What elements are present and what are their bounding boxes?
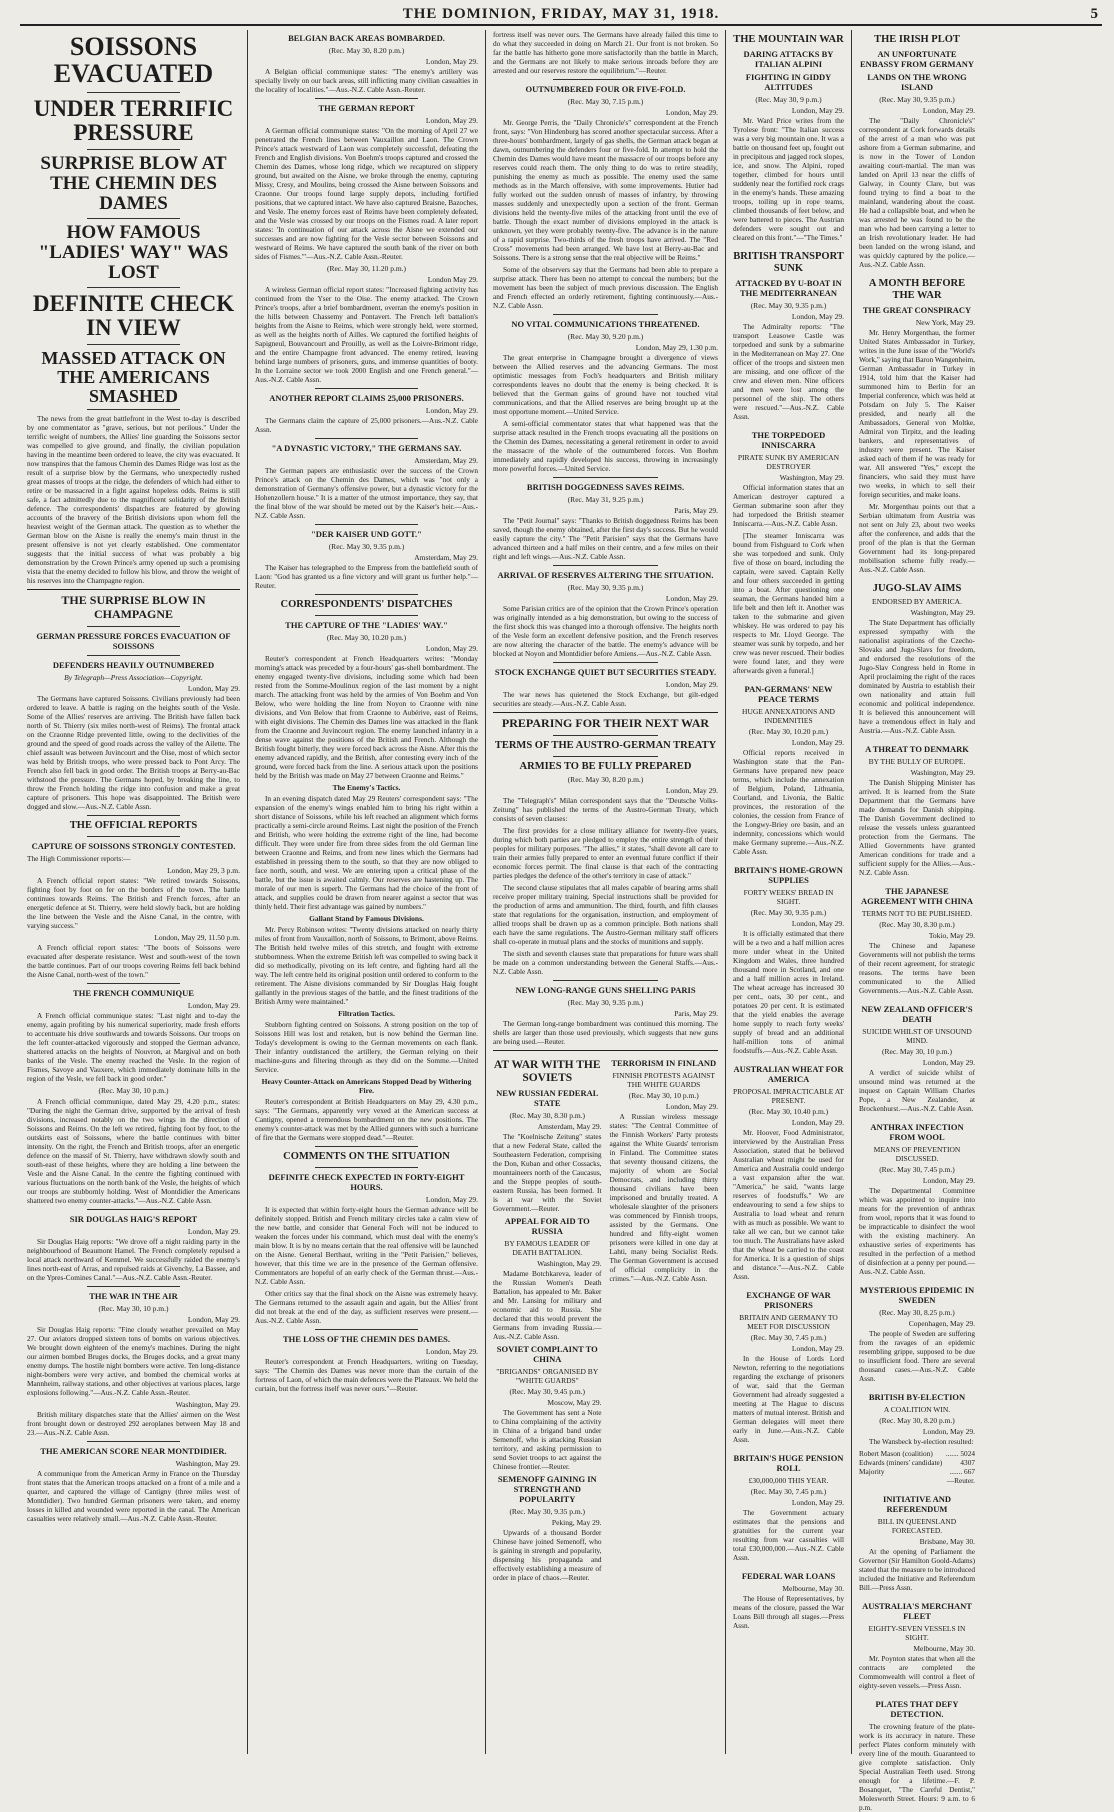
placeline: Amsterdam, May 29. — [537, 1122, 602, 1132]
article-text: Mr. George Perris, the "Daily Chronicle's" correspondent at the French front, says: "Von Hindenburg has scored another spectacular success. After a three-hours' bombardment, largely of gas shells, the German attack began at dawn, outnumbering the defenders four or five-fold. In attempt to hold the Chemin des Dames would have meant the massacre of our troops before any reserves could reach them. The only thing to do was to retire steadily, punishing the enemy as much as possible. The enemy used the same methods as in the March offensive, with some improvements. Hutier had fully worked out the sudden onrush of masses of infantry, by throwing masses suddenly and unexpectedly upon a section of the front. German divisions held the twenty-five miles of the attacking front until the eve of battle. Though the exact number of divisions employed in the attack is unknown, yet they were probably twenty-five. The advance is in the nature of a rapid surprise. Two-thirds of the fresh troops have arrived. The "Red Cross" movements had been arranged. We have lost at Berry-au-Bac and Soissons. There is a strong sense that the real objective will be Reims." — [493, 118, 718, 262]
placeline: Melbourne, May 30. — [913, 1644, 975, 1654]
subhead-annexations: HUGE ANNEXATIONS AND INDEMNITIES — [742, 707, 835, 726]
subhead-wrong-island: LANDS ON THE WRONG ISLAND — [867, 72, 967, 93]
placeline: London, May 29. — [791, 738, 844, 748]
placeline: London, May 29. — [187, 1227, 240, 1237]
subhead-gallant-stand: Gallant Stand by Famous Divisions. — [309, 914, 424, 924]
article-text: Reuter's correspondent at French Headquarters, writing on Tuesday, says: "The Chemin des Dames was never more than the curtain of the fortress of Laon, of which the main defences were the Plateaux. We held the curtain, but the fortress itself was never ours."—Reuter. — [255, 1357, 478, 1394]
subhead-epidemic: MYSTERIOUS EPIDEMIC IN SWEDEN — [859, 1285, 975, 1306]
article-text: fortress itself was never ours. The Germans have already failed this time to do what they succeeded in doing on March 21. Our front is not broken. So far the battle has hitherto gone more satisfactorily than the battle in March, and the Germans are not likely to make serious inroads before they are arrested and our reserves restore the equilibrium."—Reuter. — [493, 30, 718, 75]
article-text: Some of the observers say that the Germans had been able to prepare a surprise attack. There has been no attempt to conceal the numbers; but the movement has been the subject of much previous discussion. The English and French effected an orderly retirement, fighting continuously.—Aus.-N.Z. Cable Assn. — [493, 265, 718, 310]
subhead-home-grown: BRITAIN'S HOME-GROWN SUPPLIES — [734, 865, 843, 886]
article-text: Sir Douglas Haig reports: "We drove off a night raiding party in the neighbourhood of Beaumont Hamel. The French completely repulsed a local attack northward of Kemmel. We successfully raided the enemy's lines north-east of Arras, and repulsed raids at Givenchy, La Bassee, and on the Ypres-Comines Canal."—Aus.-N.Z. Cable Assn.-Reuter. — [27, 1237, 240, 1283]
article-text: The Germans claim the capture of 25,000 prisoners.—Aus.-N.Z. Cable Assn. — [255, 416, 478, 434]
received-date: (Rec. May 30, 9.35 p.m.) — [509, 1507, 586, 1517]
article-text: The Government has sent a Note to China complaining of the activity in China of a brigand band under Semenoff, who is attacking Russian territory, and asking permission to send Soviet troops to act against the Chinese frontier.—Reuter. — [493, 1408, 602, 1472]
article-text: The Admiralty reports: "The transport Leasowe Castle was torpedoed and sunk by a submarine in the Mediterranean on May 27. One officer of the troops and sixteen men are missing, and one officer of the crew and eleven men. Nine officers and men were lost among the personnel of the ship. The others were rescued."—Aus.-N.Z. Cable Assn. — [733, 322, 844, 422]
subhead-appeal: APPEAL FOR AID TO RUSSIA — [504, 1216, 590, 1237]
article-text: The Kaiser has telegraphed to the Empress from the battlefield south of Laon: "God has granted us a fine victory and will grant us further help."—Reuter. — [255, 563, 478, 590]
article-text: Sir Douglas Haig reports: "Fine cloudy weather prevailed on May 27. Our aviators dropped sixteen tons of bombs on various objectives. We brought down eighteen of the enemy's machines. During the night our airmen bombed Bruges docks, the Bruges docks, and a great many enemy dumps. The hostile night bombers were active. Ten long-distance night-bombers were very active, and bombed the chemical works at Mannheim, railway stations, and other objectives at various places, large explosions following."—Aus.-N.Z. Cable Assn.-Reuter. — [27, 1325, 240, 1398]
received-date: (Rec. May 30, 9.35 p.m.) — [750, 908, 827, 918]
received-date: (Rec. May 30, 10 p.m.) — [628, 1090, 699, 1100]
subhead-armies: ARMIES TO BE FULLY PREPARED — [519, 760, 692, 772]
article-text: Reuter's correspondent at French Headquarters writes: "Monday morning's attack was preceded by a four-hours' gas-shell bombardment. The enemy engaged twenty-five divisions, including some which had been rested from the Somme-Moulinux region of the last moment by a night march. The attacking front was held by the armies of Von Boehm and Von Below, who were holding the line from Noyon to Craonne with nine divisions, and Von Below that from Craonne to Aubérive, east of Reims, with eight divisions. The Chemin des Dames line was attacked in the flank from the Craonne and Juvincourt region. The enemy launched infantry in a dense wave against the positions of the British and French. Although the British fought bitterly, they were forced back across the Aisne. After this the enemy advanced rapidly, and the British, after contesting every inch of the ground, were forced back from the line. A serious attack upon the positions held by the British was made on May 27 between Craonne and Reims." — [255, 654, 478, 781]
advert-plates: PLATES THAT DEFY DETECTION. — [875, 1699, 959, 1720]
column-3 — [486, 30, 726, 1754]
received-date: (Rec. May 30, 9 p.m.) — [755, 95, 822, 105]
article-text: Official reports received in Washington state that the Pan-Germans have prepared new peace terms, which include the annexation of Belgium, Poland, Lithuania, Courland, and Livonia, the Baltic provinces, the restoration of the colonies, the cession from France of the Longwy-Briey ore basin, and an indemnity, concessions which would make Germany supreme.—Aus.-N.Z. Cable Assn. — [733, 748, 844, 857]
received-date: (Rec. May 30, 10.20 p.m.) — [748, 727, 829, 737]
received-date: (Rec. May 30, 9.35 p.m.) — [879, 95, 955, 105]
article-text: A semi-official commentator states that what happened was that the surprise attack resulted in the French troops evacuating all the positions on the Chemin des Dames, necessitating a general retirement in order to avoid the massacre of the whole of the outnumbered forces. Von Boehm immediately and rapidly developed his success, throwing in increasingly more powerful forces.—United Service. — [493, 419, 718, 473]
subhead-prisoner-exchange: EXCHANGE OF WAR PRISONERS — [746, 1290, 831, 1311]
article-text: A Belgian official communique states: "The enemy's artillery was specially lively on our back areas, still inflicting many civilian casualties in the locality of localities."—Aus.-N.Z. Cable Assn.-Reuter. — [255, 67, 478, 94]
article-text: The sixth and seventh clauses state that preparations for future wars shall be made on a common understanding between the General Staffs.—Aus.-N.Z. Cable Assn. — [493, 948, 718, 976]
received-date: (Rec. May 30, 7.45 p.m.) — [879, 1165, 955, 1175]
subhead-belgian: BELGIAN BACK AREAS BOMBARDED. — [288, 33, 445, 43]
article-text: The Government actuary estimates that the pensions and gratuities for the current year resulting from war casualties will total £30,000,000.—Aus.-N.Z. Cable Assn. — [733, 1508, 844, 1563]
placeline: Washington, May 29. — [779, 473, 844, 483]
column-2 — [248, 30, 486, 1754]
received-date: (Rec. May 30, 10.40 p.m.) — [748, 1107, 829, 1117]
subhead-pirate: PIRATE SUNK BY AMERICAN DESTROYER — [737, 453, 840, 472]
masthead-title: THE DOMINION, FRIDAY, MAY 31, 1918. — [402, 6, 720, 22]
received-date: (Rec. May 30, 10 p.m.) — [98, 1086, 169, 1096]
subhead-filtration: Filtration Tactics. — [338, 1009, 395, 1019]
subhead-british-doggedness: BRITISH DOGGEDNESS SAVES REIMS. — [526, 482, 685, 492]
placeline: London, May 29. — [665, 680, 718, 689]
subhead-soviet-complaint: SOVIET COMPLAINT TO CHINA — [496, 1344, 598, 1365]
placeline: London, May 29, 3 p.m. — [167, 866, 240, 876]
received-date: (Rec. May 30, 9.20 p.m.) — [567, 332, 644, 341]
article-text: Mr. Percy Robinson writes: "Twenty divisions attacked on nearly thirty miles of front from Vauxaillon, north of Soissons, to Brimont, above Reims. The British held twelve miles of this stretch, and fought with extreme stubbornness. When the extreme British left was compelled to swing back it did so methodically, pivoting on its left centre, and fighting hard all the way. The left centre held its original position until ordered to conform to the retirement. The Aisne divisions commanded by Sir Douglas Haig fought gallantly in the previous stages of the battle, and the finest traditions of the British Army were maintained." — [255, 925, 478, 1007]
article-text: A Russian wireless message states: "The Central Committee of the Finnish Workers' Party protests against the White Guards' terrorism in Finland. The Committee states that seventy thousand citizens, the majority of whom are Social Democrats, and including thirty thousand civilians have been imprisoned and brutally treated. A wholesale slaughter of the prisoners was commenced by Finnish troops, assisted by the Germans. One hundred and fifty-eight women prisoners were killed in one day at Lahti, many being Socialist Reds. The German Government is accused of official complicity in the crimes."—Aus.-N.Z. Cable Assn. — [609, 1111, 718, 1283]
placeline: New York, May 29. — [915, 318, 975, 328]
received-date: (Rec. May 30, 11.20 p.m.) — [326, 264, 407, 273]
placeline: London, May 29. — [665, 594, 718, 603]
subhead-embassy: AN UNFORTUNATE ENBASSY FROM GERMANY — [860, 49, 974, 70]
subhead-prevention: MEANS OF PREVENTION DISCUSSED. — [873, 1145, 961, 1164]
section-irish-plot: THE IRISH PLOT — [874, 34, 960, 45]
placeline: Tokio, May 29. — [928, 931, 975, 941]
article-text: In an evening dispatch dated May 29 Reuters' correspondent says: "The expansion of the enemy's wings enabled him to bring his right within a short distance of Soissons, while his left reached an alignment which forms practically a semi-circle around Reims. Last night the position of the French and British, who were holding the extreme right of the line, had become difficult. They were under fire from three sides from the old German line between Craonne and Reims, and from new lines which the Germans had established in pressing them to the south, so that they are now obliged to face north, south, and west. We are entering upon a critical phase of the battle, but the issue is awaited calmly. Our reserves are hastening up. The morale of our men is superb. The Germans had the choice of the front of attack, and supplies could be drawn from nearer against a sector that was thinly held. Their first advantage was gained by numbers." — [255, 794, 478, 912]
article-text: The second clause stipulates that all males capable of bearing arms shall receive proper military training. Special instructions shall be provided for the production of arms and ammunition. The third, fourth, and fifth clauses state that regulations for the organisation, instruction, and employment of allied troops shall be drawn up as a common principle. Both nations shall each have the same regulations. The Austro-German military staff officers shall co-operate in mutual plans and the stocks of munitions and supply. — [493, 882, 718, 946]
subhead-30-million: £30,000,000 THIS YEAR. — [748, 1476, 829, 1486]
article-text: The first provides for a close military alliance for twenty-five years, during which both parties are pledged to employ the entire strength of their peoples for military purposes. "The allies," it states, "shall devote all care to train their armies fully prepared to enter an eventual future conflict if their economic forces permit. The final clause is that each of the contracting parties pledges the defence of the other's territory in case of attack." — [493, 825, 718, 880]
article-text: A wireless German official report states: "Increased fighting activity has continued from the Yser to the Oise. The enemy attacked. The Crown Prince's troops, after a brief bombardment, overran the enemy's position in the hills between Chassemy and Pontavert. The French left battalion's heights from the Aisne to Reims, which were strongly held, were stormed, as well as the heights north of Ailles. We captured the fortified heights of Sapigneul, Bouvancourt and Prouilly, as well as the Loivre-Brimont ridge, and the entire Champagne front advanced. The enemy retired, leaving behind large numbers of prisoners, guns, and immense quantities of booty. In the Lorraine sector we took 2000 English and one French general."—Aus.-N.Z. Cable Assn. — [255, 285, 478, 384]
placeline: London, May 29. — [791, 1498, 844, 1508]
article-intro: The news from the great battlefront in the West to-day is described by one commentator as "grave, serious, but not perilous." Under the terrific weight of numbers, the Allies' line guarding the Soissons sector was compelled to give ground, and finally, the civilian population having in the meantime been ordered to leave, the city was evacuated. It now transpires that the famous Chemin des Dames Ridge was lost as the result of a surprise blow by the Germans, who unexpectedly rushed great masses of troops at the ridge, the defenders of which had either to retire or be massacred in a fight against hopeless odds. Reims is still safe, a fact admittedly due to the magnificent solidarity of the British defence. The correspondents' dispatches are featured by glowing accounts of the bravery of the British divisions upon whom fell the heaviest weight of the German attack. The question as to whether the German blow on the Aisne is really the enemy's main thrust in the present offensive is not yet clearly established. One commentator suggests that the initial success of what was probably a big demonstration by the Crown Prince's army opened up such a promising vista that the enemy decided to follow his blow, and throw the weight of his reserves into the Champagne region. — [27, 414, 240, 586]
received-date: (Rec. May 30, 7.45 p.m.) — [750, 1333, 827, 1343]
subhead-loss-chemin: THE LOSS OF THE CHEMIN DES DAMES. — [283, 1334, 450, 1345]
headline-definite-check: DEFINITE CHECK IN VIEW — [32, 290, 235, 340]
article-text: Mr. Ward Price writes from the Tyrolese front: "The Italian success was a very big mountain one. It was a battle on thousand feet up, fought out in precipitous and jagged rock slopes, ice, and snow. The Alpini, roped together, climbed for hours until suddenly near the fortified rock crags in the enemy's hands. These amazing troops, toiling up in rope teams, climbed thousands of feet below, and were battered to pieces. The Austrian defenders were sought out and cleared on this front."—"The Times." — [733, 116, 844, 243]
subhead-treaty: TERMS OF THE AUSTRO-GERMAN TREATY — [494, 739, 717, 751]
received-date: (Rec. May 30, 9.35 p.m.) — [567, 583, 644, 592]
article-text: Mr. Morgenthau points out that a Serbian ultimatum from Austria was not sent on July 23, about two weeks after the conference, and adds that the proof of the plan is that the German Government had its long-prepared mobilisation scheme fully ready.—Aus.-N.Z. Cable Assn. — [859, 502, 975, 575]
article-text: A verdict of suicide whilst of unsound mind was returned at the inquest on Captain William Charles Pope, a New Zealander, at Brockenhurst.—Aus.-N.Z. Cable Assn. — [859, 1068, 975, 1114]
section-surprise-blow: THE SURPRISE BLOW IN CHAMPAGNE — [61, 593, 206, 622]
received-date: (Rec. May 30, 8.25 p.m.) — [879, 1308, 955, 1318]
placeline: London, May 29. — [425, 1195, 478, 1205]
placeline: Washington, May 29. — [175, 1400, 240, 1410]
section-mountain-war: THE MOUNTAIN WAR — [733, 34, 844, 45]
received-date: (Rec. May 30, 9.35 p.m.) — [750, 301, 827, 311]
placeline: London, May 29, 11.50 p.m. — [154, 933, 240, 943]
subhead-anthrax: ANTHRAX INFECTION FROM WOOL — [870, 1122, 964, 1143]
subhead-u-boat: ATTACKED BY U-BOAT IN THE MEDITERRANEAN — [735, 278, 842, 299]
placeline: London, May 29. — [791, 1118, 844, 1128]
article-text: The Chinese and Japanese Governments will not publish the terms of their recent agreement, for strategic reasons. The terms have been communicated to the Allied Governments.—Aus.-N.Z. Cable Assn. — [859, 941, 975, 996]
result-row: Majority ....... 667 — [859, 1467, 975, 1477]
article-text: The Departmental Committee which was appointed to inquire into means for the prevention of anthrax from wool, reports that it was found to be impracticable to disinfect the wool with the existing machinery. An exhaustive series of experiments has resulted in the perfection of a method of disinfection at a penny per pound.—Aus.-N.Z. Cable Assn. — [859, 1186, 975, 1277]
subhead-japanese-agreement: THE JAPANESE AGREEMENT WITH CHINA — [860, 886, 974, 907]
received-date: (Rec. May 30, 8.20 p.m.) — [879, 1416, 955, 1426]
article-text: In the House of Lords Lord Newton, referring to the negotiations regarding the exchange of prisoners of war, said that the German Government had already suggested a meeting at The Hague to discuss matters of mutual interest. British and German delegates will meet there early in June.—Aus.-N.Z. Cable Assn. — [733, 1354, 844, 1445]
subhead-25000-prisoners: ANOTHER REPORT CLAIMS 25,000 PRISONERS. — [269, 393, 464, 403]
article-text: Mr. Hoover, Food Administrator, interviewed by the Australian Press Association, stated that he believed Australian wheat might be used for America and Australia could undergo a vast expansion after the war. "America," he said, "wants large reserves of foodstuffs." We are endeavouring to send a few ships to Australia to load wheat and return with as much as possible. We want to take all we can, but we cannot take too much. The Australians have asked that the wheat be carried to the coast for America. It is a question of ships and distance."—Aus.-N.Z. Cable Assn. — [733, 1128, 844, 1282]
placeline: London, May 29. — [187, 1315, 240, 1325]
article-text: Official information states that an American destroyer captured a German submarine soon after they had torpedoed the British steamer Inniscarra.—Aus.-N.Z. Cable Assn. — [733, 483, 844, 529]
subhead-nz-officer: NEW ZEALAND OFFICER'S DEATH — [861, 1004, 973, 1025]
section-month-before-war: A MONTH BEFORE THE WAR — [868, 278, 966, 302]
page-number: 5 — [1090, 6, 1098, 22]
section-comments: COMMENTS ON THE SITUATION — [283, 1151, 450, 1163]
article-text: Mr. Poynton states that when all the contracts are completed the Commonwealth will control a fleet of eighty-seven vessels.—Press Assn. — [859, 1654, 975, 1691]
section-soviets: AT WAR WITH THE SOVIETS — [493, 1058, 601, 1085]
subhead-capture: CAPTURE OF SOISSONS STRONGLY CONTESTED. — [31, 841, 236, 852]
placeline: London, May 29. — [922, 1176, 975, 1186]
article-text: The great enterprise in Champagne brought a divergence of views between the Allied reserves and the advancing Germans. The most optimistic messages from Foch's headquarters and British military correspondents leaves no doubt that the enemy is being checked. It is believed that the German gains of ground have not touched vital communications, and that the Allied reserves are being brought up at the most opportune moment.—United Service. — [493, 353, 718, 416]
article-text: Other critics say that the final shock on the Aisne was extremely heavy. The Germans returned to the assault again and again, but the Allies' front did not break at the end of the day, as sufficient reserves were present.—Aus.-N.Z. Cable Assn. — [255, 1289, 478, 1326]
article-text: The people of Sweden are suffering from the ravages of an epidemic resembling grippe, supposed to be due to insufficient food. There are several thousand cases.—Aus.-N.Z. Cable Assn. — [859, 1329, 975, 1384]
subhead-outnumbered: OUTNUMBERED FOUR OR FIVE-FOLD. — [525, 84, 686, 94]
subhead-evacuation: GERMAN PRESSURE FORCES EVACUATION OF SOISSONS — [36, 631, 231, 652]
article-text: Madame Botchkareva, leader of the Russian Women's Death Battalion, has appealed to Mr. Baker and Mr. Lansing for military and economic aid to Russia. She declared that this would prevent the Germans from invading Russia.—Aus.-N.Z. Cable Assn. — [493, 1269, 602, 1342]
column-4 — [726, 30, 852, 1754]
subhead-pan-germans: PAN-GERMANS' NEW PEACE TERMS — [744, 684, 833, 705]
article-text: The German long-range bombardment was continued this morning. The shells are larger than those used previously, which suggests that new guns are being used.—Reuter. — [493, 1018, 718, 1046]
subhead-merchant-fleet: AUSTRALIA'S MERCHANT FLEET — [862, 1601, 972, 1622]
placeline: London, May 29. — [665, 1101, 718, 1111]
result-source: —Reuter. — [946, 1476, 975, 1486]
election-results — [859, 1449, 975, 1485]
article-text: The "Telegraph's" Milan correspondent says that the "Deutsche Volks-Zeitung" has published the terms of the Austro-German Treaty, which consists of seven clauses: — [493, 795, 718, 823]
received-date: (Rec. May 30, 7.15 p.m.) — [567, 97, 644, 106]
subhead-haig-report: SIR DOUGLAS HAIG'S REPORT — [69, 1214, 198, 1225]
subhead-tactics: The Enemy's Tactics. — [332, 783, 401, 793]
placeline: Washington, May 29. — [910, 608, 975, 618]
masthead — [20, 6, 1102, 26]
article-text: Mr. Henry Morgenthau, the former United States Ambassador in Turkey, writes in the June issue of the "World's Work," saying that Baron Wangenheim, German Ambassador in Turkey in 1914, told him that the Kaiser had summoned him to Berlin for an Imperial conference, which was held at Potsdam on July 5. The Kaiser presided, and nearly all the Ambassadors, General von Moltke, Admiral von Tirpitz, and the leading bankers, and representatives of industry were present. The Kaiser asked each of them if he was ready for war. All answered "Yes," except the financiers, who said they must have two weeks, in which to sell their foreign securities, and make loans. — [859, 328, 975, 500]
section-correspondents: CORRESPONDENTS' DISPATCHES — [280, 599, 453, 610]
subhead-finland: TERRORISM IN FINLAND — [611, 1057, 717, 1068]
placeline: Peking, May 29. — [551, 1518, 602, 1528]
placeline: London, May 29. — [665, 785, 718, 795]
article-text: The House of Representatives, by means of the closure, passed the War Loans Bill through all stages.—Press Assn. — [733, 1594, 844, 1631]
subhead-denmark: A THREAT TO DENMARK — [865, 744, 969, 755]
placeline: London, May 29. — [791, 312, 844, 322]
placeline: London, May 29. — [425, 57, 478, 66]
subhead-war-loans: FEDERAL WAR LOANS — [741, 1571, 836, 1582]
placeline: Washington, May 29. — [537, 1259, 602, 1269]
subhead-bully: BY THE BULLY OF EUROPE. — [868, 757, 966, 767]
subhead-reserves: ARRIVAL OF RESERVES ALTERING THE SITUATION. — [497, 570, 714, 580]
article-text: British military dispatches state that the Allies' airmen on the West front brought down or destroyed 292 aeroplanes between May 18 and 23.—Aus.-N.Z. Cable Assn. — [27, 1410, 240, 1438]
placeline: Paris, May 29. — [674, 1008, 718, 1018]
subhead-american-score: THE AMERICAN SCORE NEAR MONTDIDIER. — [40, 1446, 227, 1457]
placeline: London, May 29. — [922, 1427, 975, 1437]
article-text: It is officially estimated that there will be a two and a half million acres more under wheat in the United Kingdom and Wales, three hundred thousand more in Scotland, and one and a half million acres in Ireland. The wheat acreage has increased 30 per cent., oats, 30 per cent., and potatoes 20 per cent. It is estimated that the yield enables the average home supply to reach forty weeks' supply of bread and an additional half-million tons of animal foodstuffs.—Aus.-N.Z. Cable Assn. — [733, 929, 844, 1056]
subhead-definite-check: DEFINITE CHECK EXPECTED IN FORTY-EIGHT HOURS. — [268, 1172, 465, 1193]
result-row: Edwards (miners' candidate) 4307 — [859, 1458, 975, 1468]
placeline: Washington, May 29. — [910, 768, 975, 778]
subhead-endorsed: ENDORSED BY AMERICA. — [872, 597, 962, 607]
placeline: London, May 29. — [187, 1001, 240, 1011]
article-text: The State Department has officially expressed sympathy with the nationalist aspirations of the Czecho-Slovaks and Jugo-Slavs for freedom, and endorsed the resolutions of the Jugo-Slav Congress held in Rome in April proclaiming the right of the races dominated by Austria to establish their own nationality and attain full economic and political independence. It is believed this announcement will have a tremendous effect in Italy and Austria.—Aus.-N.Z. Cable Assn. — [859, 618, 975, 736]
article-text: At the opening of Parliament the Governor (Sir Hamilton Goold-Adams) stated that the measure to be introduced included the Initiative and Referendum Bill.—Press Assn. — [859, 1547, 975, 1593]
placeline: Amsterdam, May 29. — [414, 456, 478, 465]
article-text: It is expected that within forty-eight hours the German advance will be definitely stopped. British and French military circles take a calm view of the new battle, and consider that General Foch will not be induced to weaken the forces under his command, which must deal with the enemy's main blow. It is by no means certain that the real offensive will be launched on the Aisne. General Berthaut, writing in the "Petit Parisien," believes, however, that this time we are in the presence of the German offensive. Commentators are hopeful of an early check of the German thrust.—Aus.-N.Z. Cable Assn. — [255, 1205, 478, 1287]
placeline: London May 29. — [427, 275, 478, 284]
placeline: London, May 29. — [425, 116, 478, 125]
received-date: (Rec. May 30, 10.20 p.m.) — [326, 633, 407, 643]
placeline: London, May 29. — [922, 106, 975, 116]
subhead-impracticable: PROPOSAL IMPRACTICABLE AT PRESENT. — [733, 1087, 844, 1106]
received-date: (Rec. May 30, 10 p.m.) — [882, 1047, 952, 1057]
article-text: A French official report states: "The boots of Soissons were evacuated after desperate resistance. West and south-west of the town the battle continues. Part of our troops covering Reims fell back behind the Aisne Canal, north-west of the town." — [27, 943, 240, 980]
article-text: The "Koelnische Zeitung" states that a new Federal State, called the Southeastern Federation, comprising the Don, Kuban and other Cossacks, mountaineers north of the Caucasus, and the Steppe peoples of south-eastern Russia, has been formed. It is at war with the Soviet Government.—Reuter. — [493, 1132, 602, 1214]
subhead-conspiracy: THE GREAT CONSPIRACY — [862, 305, 972, 316]
subhead-outnumbered: DEFENDERS HEAVILY OUTNUMBERED — [52, 660, 215, 671]
section-jugo-slav: JUGO-SLAV AIMS — [872, 583, 962, 595]
subhead-terms-not-published: TERMS NOT TO BE PUBLISHED. — [861, 909, 973, 919]
headline-terrific-pressure: UNDER TERRIFIC PRESSURE — [33, 95, 234, 145]
placeline: Copenhagen, May 29. — [908, 1319, 975, 1329]
received-date: (Rec. May 30, 8.30 p.m.) — [879, 920, 955, 930]
article-text: The German papers are enthusiastic over the success of the Crown Prince's attack on the Chemin des Dames, which was "not only a demonstration of Germany's offensive power, but a dynastic victory for the Hohenzollern house." It is a matter of the utmost importance, they say, that the final blow of the war should be meted out by the Kaiser's heir.—Aus.-N.Z. Cable Assn. — [255, 466, 478, 520]
subhead-brigands: "BRIGANDS" ORGANISED BY "WHITE GUARDS" — [496, 1367, 599, 1386]
placeline: London, May 29. — [425, 644, 478, 654]
article-text: A communique from the American Army in France on the Thursday front states that the American troops attacked on a front of a mile and a quarter, and captured the village of Cantigny (three miles west of Montdidier). Two hundred German prisoners were taken, and enemy losses in killed and wounded were reported in the canal. The American casualties were relatively small.—Aus.-N.Z. Cable Assn.-Reuter. — [27, 1469, 240, 1524]
section-next-war: PREPARING FOR THEIR NEXT WAR — [501, 716, 710, 730]
headline-surprise-blow: SURPRISE BLOW AT THE CHEMIN DES DAMES — [40, 152, 227, 214]
received-date: (Rec. May 30, 8.20 p.m.) — [328, 46, 405, 55]
article-text: The "Daily Chronicle's" correspondent at Cork forwards details of the arrest of a man who was put ashore from a German submarine, and is now in the Tower of London awaiting court-martial. The man was landed on April 13 near the cliffs of Galway, in County Clare, but was found trying to find a boat to the mainland, wandering about the coast. He had a collapsible boat, and when he was arrested he was found to be the man who had been carrying a letter to an Irish revolutionary leader. He had been landed on the wrong island, and was quickly captured by the police.—Aus.-N.Z. Cable Assn. — [859, 116, 975, 270]
subhead-german-report: THE GERMAN REPORT — [318, 103, 415, 113]
received-date: (Rec. May 30, 9.45 p.m.) — [509, 1387, 586, 1397]
subhead-long-range-guns: NEW LONG-RANGE GUNS SHELLING PARIS — [515, 984, 696, 995]
placeline: Washington, May 29. — [175, 1459, 240, 1469]
received-date: (Rec. May 30, 10 p.m.) — [98, 1304, 169, 1314]
received-date: (Rec. May 30, 9.35 p.m.) — [567, 997, 644, 1007]
subhead-inniscarra: THE TORPEDOED INNISCARRA — [751, 430, 826, 451]
subhead-french-communique: THE FRENCH COMMUNIQUE — [73, 988, 194, 999]
subhead-stock-exchange: STOCK EXCHANGE QUIET BUT SECURITIES STEADY. — [494, 667, 717, 677]
placeline: Melbourne, May 30. — [782, 1584, 844, 1594]
headline-ladies-way: HOW FAMOUS "LADIES' WAY" WAS LOST — [38, 221, 229, 283]
placeline: London, May 29. — [425, 406, 478, 415]
article-text: The Wansbeck by-election resulted: — [869, 1437, 974, 1447]
article-text: The Danish Shipping Minister has arrived. It is learned from the State Department that the Germans have made demands for Danish shipping. The Danish Government declined to release the vessels unless guaranteed protection from the Germans. The Allied Governments have granted American conditions for trade and a sufficient supply for the Allies.—Aus.-N.Z. Cable Assn. — [859, 778, 975, 878]
column-1 — [20, 30, 248, 1754]
subhead-by-election: BRITISH BY-ELECTION — [868, 1392, 966, 1403]
article-text: Stubborn fighting centred on Soissons. A strong position on the top of Soissons Hill was lost and retaken, but is now behind the German line. Today's development is owing to the German movements on each flank. Their infantry outdistanced the artillery, the German relying on their machine-guns and filtering through as they did on the Somme.—United Service. — [255, 1020, 478, 1075]
received-date: (Rec. May 30, 8.20 p.m.) — [567, 774, 644, 784]
subhead-dynastic: "A DYNASTIC VICTORY," THE GERMANS SAY. — [271, 443, 462, 453]
subhead-forty-weeks: FORTY WEEKS' BREAD IN SIGHT. — [743, 888, 834, 907]
subhead-eighty-seven: EIGHTY-SEVEN VESSELS IN SIGHT. — [868, 1624, 966, 1643]
article-text: The High Commissioner reports:— — [27, 854, 131, 864]
subhead-pension-roll: BRITAIN'S HUGE PENSION ROLL — [733, 1453, 844, 1474]
subhead-queensland: BILL IN QUEENSLAND FORECASTED. — [877, 1517, 957, 1536]
advert-text: The crowning feature of the plate-work is its accuracy in nature. These perfect Plates conform minutely with every line of the mouth. Guaranteed to give complete satisfaction. Only Special Australian Teeth used. Strong enough for a lifetime.—F. P. Bosanquet, "The Careful Dentist," Molesworth Street. Hours: 9 a.m. to 6 p.m. — [859, 1722, 975, 1812]
subhead-britain-germany: BRITAIN AND GERMANY TO MEET FOR DISCUSSION — [739, 1313, 838, 1332]
subhead-counter-attack: Heavy Counter-Attack on Americans Stopped Dead by Withering Fire. — [261, 1077, 472, 1096]
received-date: (Rec. May 30, 8.30 p.m.) — [509, 1111, 586, 1121]
placeline: London, May 29. — [791, 1344, 844, 1354]
placeline: London, May 29. — [791, 919, 844, 929]
subhead-ladies-way: THE CAPTURE OF THE "LADIES' WAY." — [285, 620, 448, 631]
subhead-finnish-protests: FINNISH PROTESTS AGAINST THE WHITE GUARDS — [612, 1070, 715, 1089]
placeline: Paris, May 29. — [674, 506, 718, 515]
section-official-reports: THE OFFICIAL REPORTS — [69, 820, 198, 832]
subhead-war-in-air: THE WAR IN THE AIR — [89, 1291, 178, 1302]
subhead-no-vital: NO VITAL COMMUNICATIONS THREATENED. — [511, 319, 700, 329]
article-text: The war news has quietened the Stock Exchange, but gilt-edged securities are steady.—Aus.-N.Z. Cable Assn. — [493, 690, 718, 708]
article-text: A French official communique states: "Last night and to-day the enemy, again profiting by his numerical superiority, made fresh efforts to accentuate his drive southwards and towards Soissons. Our troops on the left counter-attacked vigorously and stopped the German advance, shattered attacks on the heights of Nouvron, at Margival and on both banks of the Vesle. The enemy reached the Vesle. In the region of Fismes, Savoye and Vauxere, which immediately dominate hills in the region of the Vesle, we fell back in good order." — [27, 1011, 240, 1084]
article-text: A German official communique states: "On the morning of April 27 we penetrated the French lines between Vauxaillon and Laon. The Crown Prince's attack westward of Laon was completely successful, defeating the French and English divisions. Von Boehm's troops captured and crossed the Chemin des Dames, whose long ridge, which we recaptured on slippery ground, but awaited on the Aisne, we broke through the enemy, capturing Missy, Cresy, and Moulins, being crossed the Aisne between Soissons and Craonne. Our troops found large supply depots, including fortified positions, that we captured intact. We have also captured Braisne, Bazoches, and Vesle. The enemy forces east of Reims have been completely defeated, and the Vesle was crossed by our troops on the Fismes road. A later report states: 'In continuation of our attack across the Aisne we extended our successes and are now fighting for the Vesle sector between Soissons and westward of Reims. We have captured the south bank of the river on both sides of Fismes.'"—Aus.-N.Z. Cable Assn.-Reuter. — [255, 126, 478, 261]
article-text: A French official report states: "We retired towards Soissons, fighting foot by foot on fer on the borders of the town. The battle continues towards Reims. The British and French forces, after an energetic defence at St. Thierry, were held slowly back, but are holding the line between the Vesle and the Aisne Canal, in the centre, with varying success." — [27, 876, 240, 931]
article-text: Upwards of a thousand Border Chinese have joined Semenoff, who is gaining in strength and popularity, dispensing his propaganda and effectively establishing a measure of order in place of chaos.—Reuter. — [493, 1528, 602, 1583]
subhead-australian-wheat: AUSTRALIAN WHEAT FOR AMERICA — [733, 1064, 844, 1085]
placeline: London, May 29, 1.30 p.m. — [635, 343, 718, 352]
article-text: Reuter's correspondent at British Headquarters on May 29, 4.30 p.m., says: "The Germans, apparently very vexed at the American success at Cantigny, opened a tremendous bombardment on the new positions. The enemy's counter-attack was met by the Allied gunners with such a hurricane of fire that the Germans were stopped dead."—Reuter. — [255, 1097, 478, 1143]
received-date: (Rec. May 30, 9.35 p.m.) — [328, 542, 405, 551]
placeline: London, May 29. — [791, 106, 844, 116]
headline-soissons: SOISSONS EVACUATED — [53, 32, 214, 89]
placeline: London, May 29. — [187, 684, 240, 694]
section-transport-sunk: BRITISH TRANSPORT SUNK — [733, 251, 844, 275]
subhead-initiative: INITIATIVE AND REFERENDUM — [882, 1494, 952, 1515]
subhead-death-battalion: BY FAMOUS LEADER OF DEATH BATTALION. — [504, 1239, 591, 1258]
result-row: Robert Mason (coalition) ....... 5024 — [859, 1449, 975, 1459]
article-text: The "Petit Journal" says: "Thanks to British doggedness Reims has been saved, though the enemy obtained, after the first day's success. But he would easily capture the city." The "Petit Parisien" says that the Germans have advanced thirteen and a half miles on their centre, and a few miles on their right and left wings.—Aus.-N.Z. Cable Assn. — [493, 516, 718, 561]
placeline: Brisbane, May 30. — [919, 1537, 975, 1547]
subhead-kaiser: "DER KAISER UND GOTT." — [311, 529, 422, 539]
article-text: The Germans have captured Soissons. Civilians previously had been ordered to leave. A battle is raging on the heights south of the Vesle. Some of the Allies' reserves are arriving. The British have fallen back north of St. Thierry (six miles north-west of Reims). The frontal attack on the Craonne Ridge prevented little, owing to the declivities of the ground and the speed of good roads across the valley of the Ailette. The chief assault was between Juvincourt and the Oise, most of which sector was held by British troops, who were pressed back to Pont Arcy. The French also fell back in good order. The British troops at Berry-au-Bac withstood the pressure. The Germans hoped, by breaking the line, to throw the French holding the ridge into confusion and make a great capture of prisoners. This hope was disappointed. The British were dogged and slow.—Aus.-N.Z. Cable Assn. — [27, 694, 240, 812]
subhead-federal-state: NEW RUSSIAN FEDERAL STATE — [496, 1088, 599, 1109]
byline: By Telegraph—Press Association—Copyright. — [64, 673, 203, 683]
placeline: London, May 29. — [922, 1058, 975, 1068]
subhead-altitudes: FIGHTING IN GIDDY ALTITUDES — [745, 72, 832, 93]
placeline: London, May 29. — [425, 1347, 478, 1357]
headline-massed-attack: MASSED ATTACK ON THE AMERICANS SMASHED — [41, 347, 226, 406]
article-text: A French official communique, dated May 29, 4.20 p.m., states: "During the night the German drive, supported by the arrival of fresh divisions, increased notably on the two wings in the direction of Soissons and Reims. On the left we retired, fighting foot by foot, to the outskirts east of Soissons, where the battle continues with bitter intensity. On the right, the French and British troops, after an energetic defence on the massif of St. Thierry, have withdrawn slowly south and south-east of these heights, where they are holding a line between the Vesle and the Aisne Canal. In the centre the fighting continued with various fluctuations on the north bank of the Vesle, the heights of which our troops are stubbornly holding. West of Montdidier the Americans shattered two enemy counter-attacks."—Aus.-N.Z. Cable Assn. — [27, 1097, 240, 1206]
column-5 — [852, 30, 982, 1812]
placeline: Amsterdam, May 29. — [414, 553, 478, 562]
received-date: (Rec. May 31, 9.25 p.m.) — [567, 495, 644, 504]
subhead-suicide: SUICIDE WHILST OF UNSOUND MIND. — [862, 1027, 972, 1046]
subhead-semenoff: SEMENOFF GAINING IN STRENGTH AND POPULARITY — [497, 1474, 597, 1505]
received-date: (Rec. May 30, 7.45 p.m.) — [750, 1487, 827, 1497]
subhead-alpini: DARING ATTACKS BY ITALIAN ALPINI — [743, 49, 834, 70]
article-text: Some Parisian critics are of the opinion that the Crown Prince's operation was originally intended as a big demonstration, but owing to the success of the first shock this was changed into a thorough offensive. The heights north of the Vesle form an excellent defensive position, and the French reserves are now altering the character of the battle. The enemy's advance will be blocked at Noyon and Montdidier before Amiens.—Aus.-N.Z. Cable Assn. — [493, 604, 718, 658]
subhead-coalition-win: A COALITION WIN. — [883, 1405, 951, 1415]
placeline: Moscow, May 29. — [547, 1398, 602, 1408]
placeline: London, May 29. — [665, 108, 718, 117]
article-text: [The steamer Inniscarra was bound from Fishguard to Cork when she was torpedoed and sunk. Only five of those on board, including the captain, were saved. Captain Kelly and four others succeeded in getting into a boat. After questioning one seaman, the Germans handed him a life belt and then left it. Another was taken to the submarine and given whiskey. He was ordered to pay his respects to Mr. Lloyd George. The steamer was sunk by torpedo, and her crew was never rescued. Their bodies were found later, and they were afterwards given a funeral.] — [733, 531, 844, 676]
